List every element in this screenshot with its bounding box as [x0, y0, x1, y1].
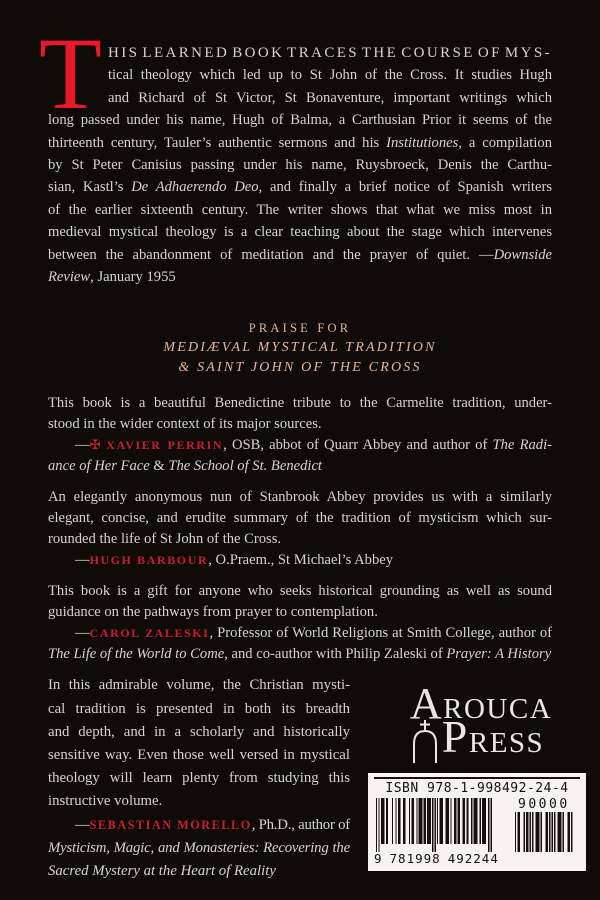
editorial-review-text: HIS LEARNED BOOK TRACES THE COURSE OF MYS- tical theology which led up to St John of the Cross. It studies Hugh and Richard of St Victor, St Bonaventure, important writings which long passed under his name, Hugh of Balma, a Carthusian Prior it seems of the thirteenth century, Tauler’s authentic sermons and his Institutiones, a compilation by St Peter Canisius passing under his name, Ruysbroeck, Denis the Carthu- sian, Kastl’s De Adhaerendo Deo, and finally a brief notice of Spanish writers of the earlier sixteenth century. The writer shows that what we miss most in medieval mystical theology is a clear teaching about the stage which intervenes between the abandonment of meditation and the prayer of quiet. —Downside Review, January 1955 [48, 45, 552, 286]
publisher-column [364, 674, 590, 883]
ean13-barcode [376, 798, 506, 865]
ean13-digits: 9 781998 492244 [374, 851, 499, 867]
blurb-hugh-barbour: An elegantly anonymous nun of Stanbrook Abbey provides us with a similarly elegant, concise, and erudite summary of the tradition of mysticism which sur- rounded the life of St John of the Cross. —HUGH BARBOUR, O.Praem., St Michael’s Abbey [48, 489, 552, 569]
ean13-bars [376, 798, 492, 852]
book-title-line-2: & SAINT JOHN OF THE CROSS [178, 360, 422, 376]
isbn-number: ISBN 978-1-998492-24-4 [385, 781, 569, 797]
publisher-logo [402, 679, 553, 763]
publisher-name-arouca: AROUCA [409, 679, 553, 729]
bottom-section [48, 674, 570, 883]
ean5-bars [515, 812, 573, 852]
drop-cap: T [39, 17, 102, 131]
bell-icon [410, 720, 440, 764]
praise-for-label: PRAISE FOR [248, 321, 352, 336]
blurb-carol-zaleski: This book is a gift for anyone who seeks historical grounding as well as sound guidance on the pathways from prayer to contemplation. —CAROL ZALESKI, Professor of World Religions at Smith College, author of The Life of the World to Come, and co-author with Philip Zaleski of Prayer: A History [48, 583, 552, 663]
editorial-review [39, 17, 552, 288]
blurb-sebastian-morello: In this admirable volume, the Christian mysti- cal tradition is presented in both its breadth and depth, and in a scholarly and historically sensitive way. Even those well versed in mystical theology will learn plenty from studying this instructive volume. —SEBASTIAN MORELLO, Ph.D., author of Mysticism, Magic, and Monasteries: Recovering the Sacred Mystery at the Heart of Reality [48, 677, 350, 880]
isbn-top-rule [374, 777, 580, 779]
isbn-barcode-label [368, 773, 586, 871]
publisher-name-press: PRESS [441, 711, 545, 763]
ean5-supplement [515, 798, 573, 852]
praise-section-heading [48, 319, 552, 378]
blurb-xavier-perrin: This book is a beautiful Benedictine tribute to the Carmelite tradition, under- stood in the wider context of its major sources. —✠ XAVIER PERRIN, OSB, abbot of Quarr Abbey and author of The Radi- ance of Her Face & The School of St. Benedict [48, 395, 552, 475]
ean5-digits: 90000 [518, 797, 570, 813]
book-title-line-1: MEDIÆVAL MYSTICAL TRADITION [163, 340, 437, 356]
